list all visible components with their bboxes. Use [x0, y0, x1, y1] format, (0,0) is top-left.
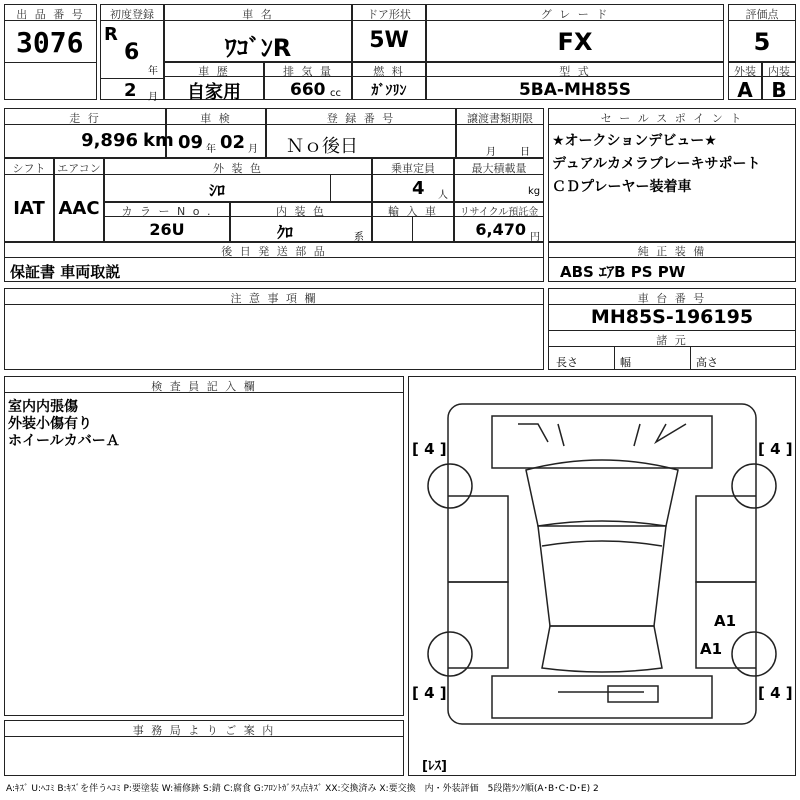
inspector-note-1: 室内内張傷 [8, 399, 78, 415]
grade-value: FX [557, 28, 593, 56]
displacement-label: 排 気 量 [283, 65, 333, 78]
score-label: 評価点 [745, 8, 779, 21]
fuel-label: 燃 料 [373, 65, 405, 78]
insp-year-unit: 年 [206, 144, 216, 155]
int-color-label: 内 装 色 [276, 205, 326, 218]
height-label: 高さ [696, 356, 718, 369]
history-value: 自家用 [187, 82, 241, 103]
year-unit: 年 [148, 66, 158, 77]
sales-point-3: ＣＤプレーヤー装着車 [552, 179, 692, 195]
car-name-label: 車 名 [242, 8, 274, 21]
inspection-year: 09 [178, 132, 204, 153]
displacement-value: 660 [290, 80, 326, 100]
recycle-label: リサイクル預託金 [459, 207, 539, 218]
car-diagram [408, 376, 796, 776]
transfer-deadline-label: 譲渡書類期限 [467, 112, 533, 125]
shift-value: IAT [13, 198, 45, 219]
insp-month-unit: 月 [248, 144, 258, 155]
damage-mark-1: A1 [714, 612, 737, 630]
width-label: 幅 [620, 356, 631, 369]
notes-label: 注 意 事 項 欄 [230, 292, 318, 305]
chassis-label: 車 台 番 号 [637, 292, 707, 305]
first-registration-label: 初度登録 [110, 8, 154, 21]
score-value: 5 [753, 28, 771, 56]
era-value: R [104, 24, 118, 45]
max-load-label: 最大積載量 [471, 162, 527, 175]
fuel-value: ｶﾞｿﾘﾝ [371, 83, 407, 99]
rear-section [492, 676, 712, 718]
aircon-label: エアコン [57, 162, 101, 175]
capacity-value: 4 [412, 178, 425, 199]
wheel-fr [732, 464, 776, 508]
reg-number-label: 登 録 番 号 [326, 112, 396, 125]
tire-rr-label: [ 4 ] [758, 684, 793, 702]
inspector-note-3: ホイールカバーＡ [8, 433, 120, 449]
office-label: 事 務 局 よ り ご 案 内 [132, 724, 276, 737]
spare-label: [ﾚｽ] [422, 759, 447, 774]
registration-month: 2 [124, 80, 137, 101]
model-label: 型 式 [559, 65, 591, 78]
registration-year: 6 [124, 40, 140, 65]
lot-number-value: 3076 [16, 26, 84, 59]
interior-grade-value: B [771, 78, 787, 102]
tire-fl-label: [ 4 ] [412, 440, 447, 458]
specs-label: 諸 元 [656, 334, 688, 347]
ext-color-value: ｼﾛ [208, 181, 225, 200]
later-parts-label: 後 日 発 送 部 品 [221, 245, 327, 258]
persons-unit: 人 [438, 190, 448, 201]
inspection-label: 車 検 [200, 112, 232, 125]
sales-point-2: デュアルカメラブレーキサポート [552, 156, 761, 172]
exterior-grade-value: A [737, 78, 753, 102]
door-label: ドア形状 [367, 8, 411, 21]
yen-unit: 円 [530, 232, 540, 243]
wheel-rr [732, 632, 776, 676]
door-value: 5W [369, 28, 409, 53]
sales-point-label: セ ー ル ス ポ イ ン ト [600, 112, 744, 125]
cc-unit: cc [330, 88, 341, 99]
inspection-month: 02 [220, 132, 246, 153]
chassis-value: MH85S-196195 [590, 306, 754, 328]
km-unit: km [143, 130, 174, 151]
shift-label: シフト [12, 162, 46, 175]
lot-number-label: 出 品 番 号 [16, 8, 85, 21]
sales-point-1: ★オークションデビュー★ [552, 133, 717, 149]
history-label: 車 歴 [198, 65, 230, 78]
reg-number-value: Ｎｏ後日 [286, 136, 358, 157]
length-label: 長さ [556, 356, 578, 369]
inspector-label: 検 査 員 記 入 欄 [151, 380, 257, 393]
genuine-equip-label: 純 正 装 備 [637, 245, 707, 258]
aircon-value: AAC [58, 198, 100, 219]
recycle-value: 6,470 [475, 220, 526, 239]
transfer-day: 日 [520, 147, 530, 158]
ext-color-label: 外 装 色 [213, 162, 263, 175]
tire-rl-label: [ 4 ] [412, 684, 447, 702]
windshield [526, 460, 678, 526]
car-name-value: ﾜｺﾞﾝR [224, 34, 292, 62]
int-color-value: ｸﾛ [276, 223, 293, 242]
wheel-rl [428, 632, 472, 676]
inspector-note-2: 外装小傷有り [8, 416, 92, 432]
genuine-equip-value: ABS ｴｱB PS PW [560, 263, 686, 281]
legend-text: A:ｷｽﾞ U:ﾍｺﾐ B:ｷｽﾞを伴うﾍｺﾐ P:要塗装 W:補修跡 S:錆 C:腐食 G:ﾌﾛﾝﾄｶﾞﾗｽ点ｷｽﾞ XX:交換済み X:要交換 内・外装評価 5段階ﾗﾝｸ順(A･B･C･D･E) 2 [6, 784, 599, 794]
kei-unit: 系 [354, 232, 364, 243]
later-parts-value: 保証書 車両取説 [10, 263, 121, 281]
damage-mark-2: A1 [700, 640, 723, 658]
mileage-label: 走 行 [69, 112, 101, 125]
exterior-label: 外装 [734, 65, 756, 78]
transfer-month: 月 [486, 147, 496, 158]
model-value: 5BA-MH85S [518, 80, 632, 100]
grade-label: グ レ ー ド [540, 8, 610, 21]
kg-unit: kg [528, 186, 541, 197]
color-no-value: 26U [149, 220, 185, 239]
month-unit: 月 [148, 92, 158, 103]
wheel-fl [428, 464, 472, 508]
color-no-label: カ ラ ー N o . [121, 205, 213, 218]
capacity-label: 乗車定員 [391, 162, 435, 175]
sales-point-cell [548, 108, 796, 242]
import-label: 輸 入 車 [388, 205, 438, 218]
mileage-value: 9,896 [81, 130, 138, 151]
tire-fr-label: [ 4 ] [758, 440, 793, 458]
interior-label: 内装 [768, 65, 790, 78]
rear-window [542, 626, 662, 672]
